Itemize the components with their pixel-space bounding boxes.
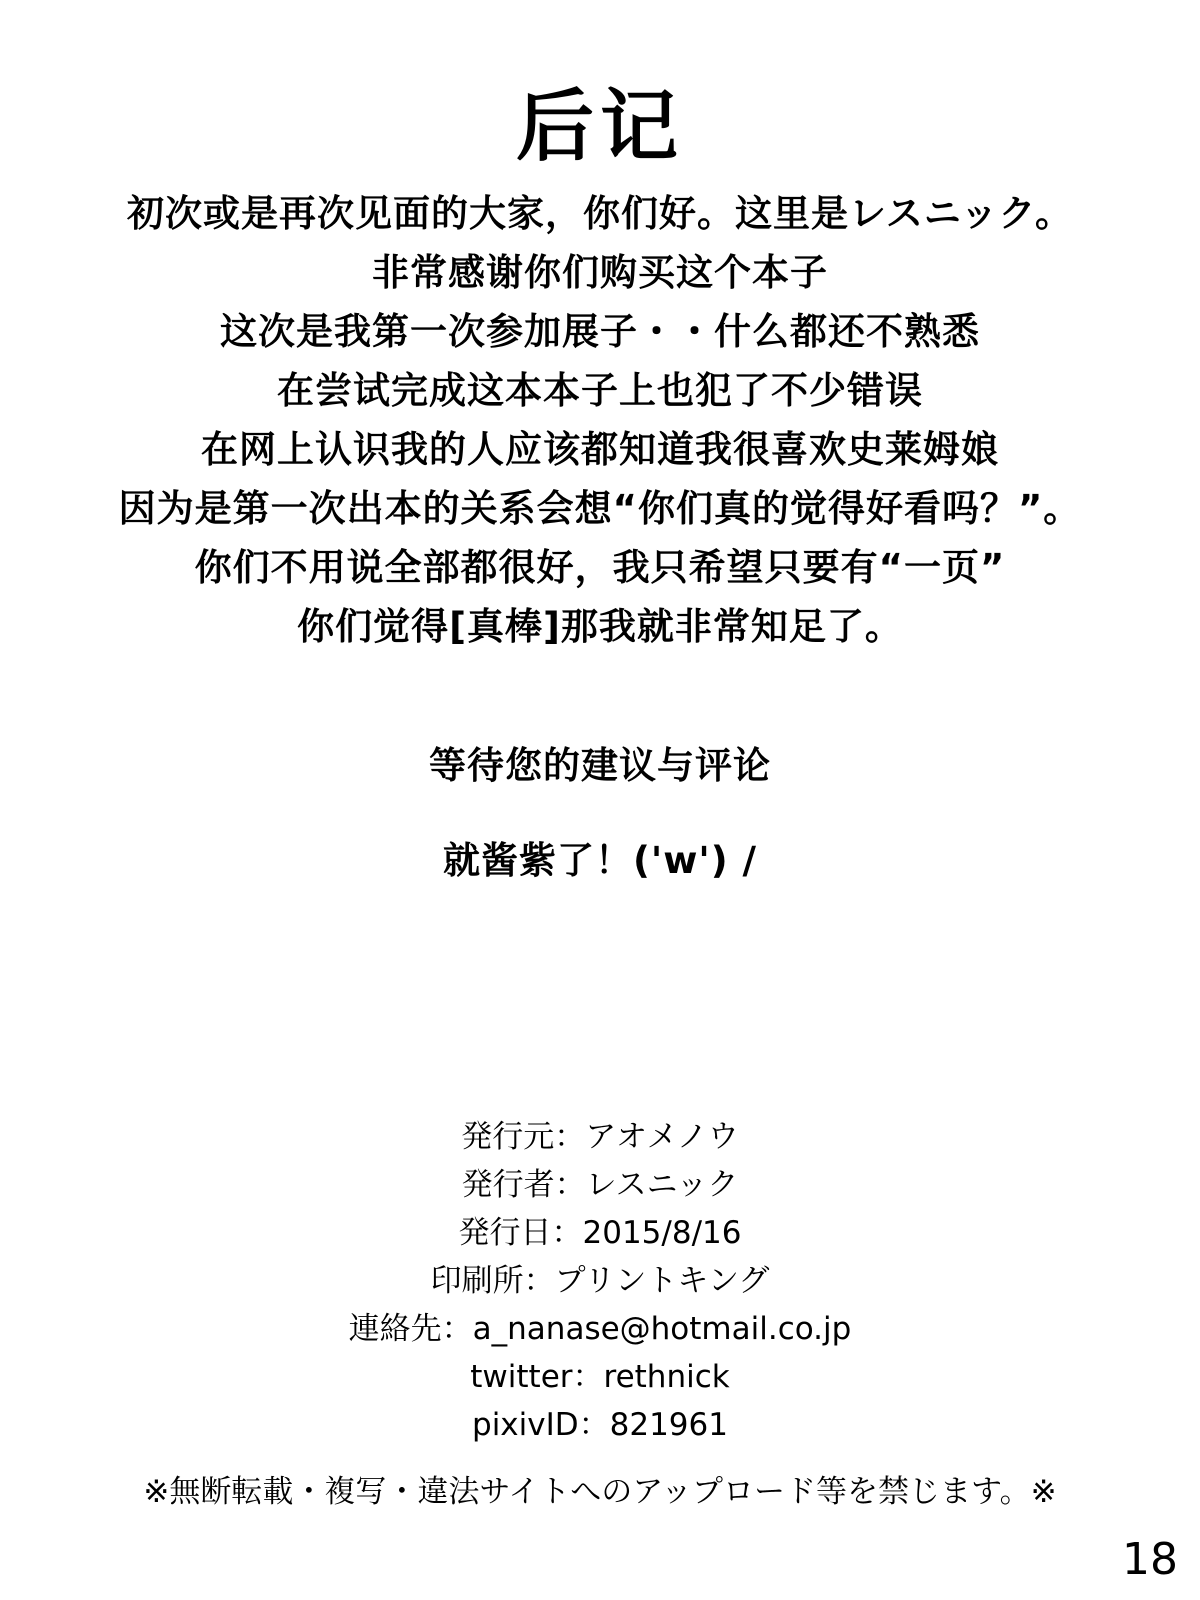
page-number: 18 [1122,1534,1178,1585]
colophon [0,1113,1200,1449]
afterword-body [0,184,1200,656]
afterword-line: 你们觉得[真棒]那我就非常知足了。 [297,604,903,648]
colophon-contact-email: 連絡先：a_nanase@hotmail.co.jp [348,1310,852,1347]
closing-line-emoticon: 就酱紫了！('w') / [442,838,758,882]
colophon-author: 発行者：レスニック [461,1166,739,1203]
reproduction-disclaimer: ※無断転載・複写・違法サイトへのアップロード等を禁じます。※ [143,1473,1057,1510]
colophon-pixiv-id: pixivID：821961 [472,1406,728,1443]
afterword-line: 这次是我第一次参加展子・・什么都还不熟悉 [220,309,980,353]
afterword-line: 你们不用说全部都很好，我只希望只要有“一页” [194,545,1006,589]
colophon-printer: 印刷所：プリントキング [430,1262,770,1299]
afterword-closing [0,736,1200,890]
afterword-line: 在网上认识我的人应该都知道我很喜欢史莱姆娘 [201,427,999,471]
closing-line: 等待您的建议与评论 [429,743,771,787]
page-title: 后记 [515,81,684,172]
afterword-line: 初次或是再次见面的大家，你们好。这里是レスニック。 [127,191,1073,235]
afterword-line: 在尝试完成这本本子上也犯了不少错误 [277,368,923,412]
colophon-publish-date: 発行日：2015/8/16 [458,1214,742,1251]
colophon-twitter: twitter：rethnick [470,1358,730,1395]
afterword-line: 非常感谢你们购买这个本子 [372,250,828,294]
colophon-publisher-circle: 発行元：アオメノウ [461,1118,739,1155]
afterword-line: 因为是第一次出本的关系会想“你们真的觉得好看吗？”。 [118,486,1082,530]
